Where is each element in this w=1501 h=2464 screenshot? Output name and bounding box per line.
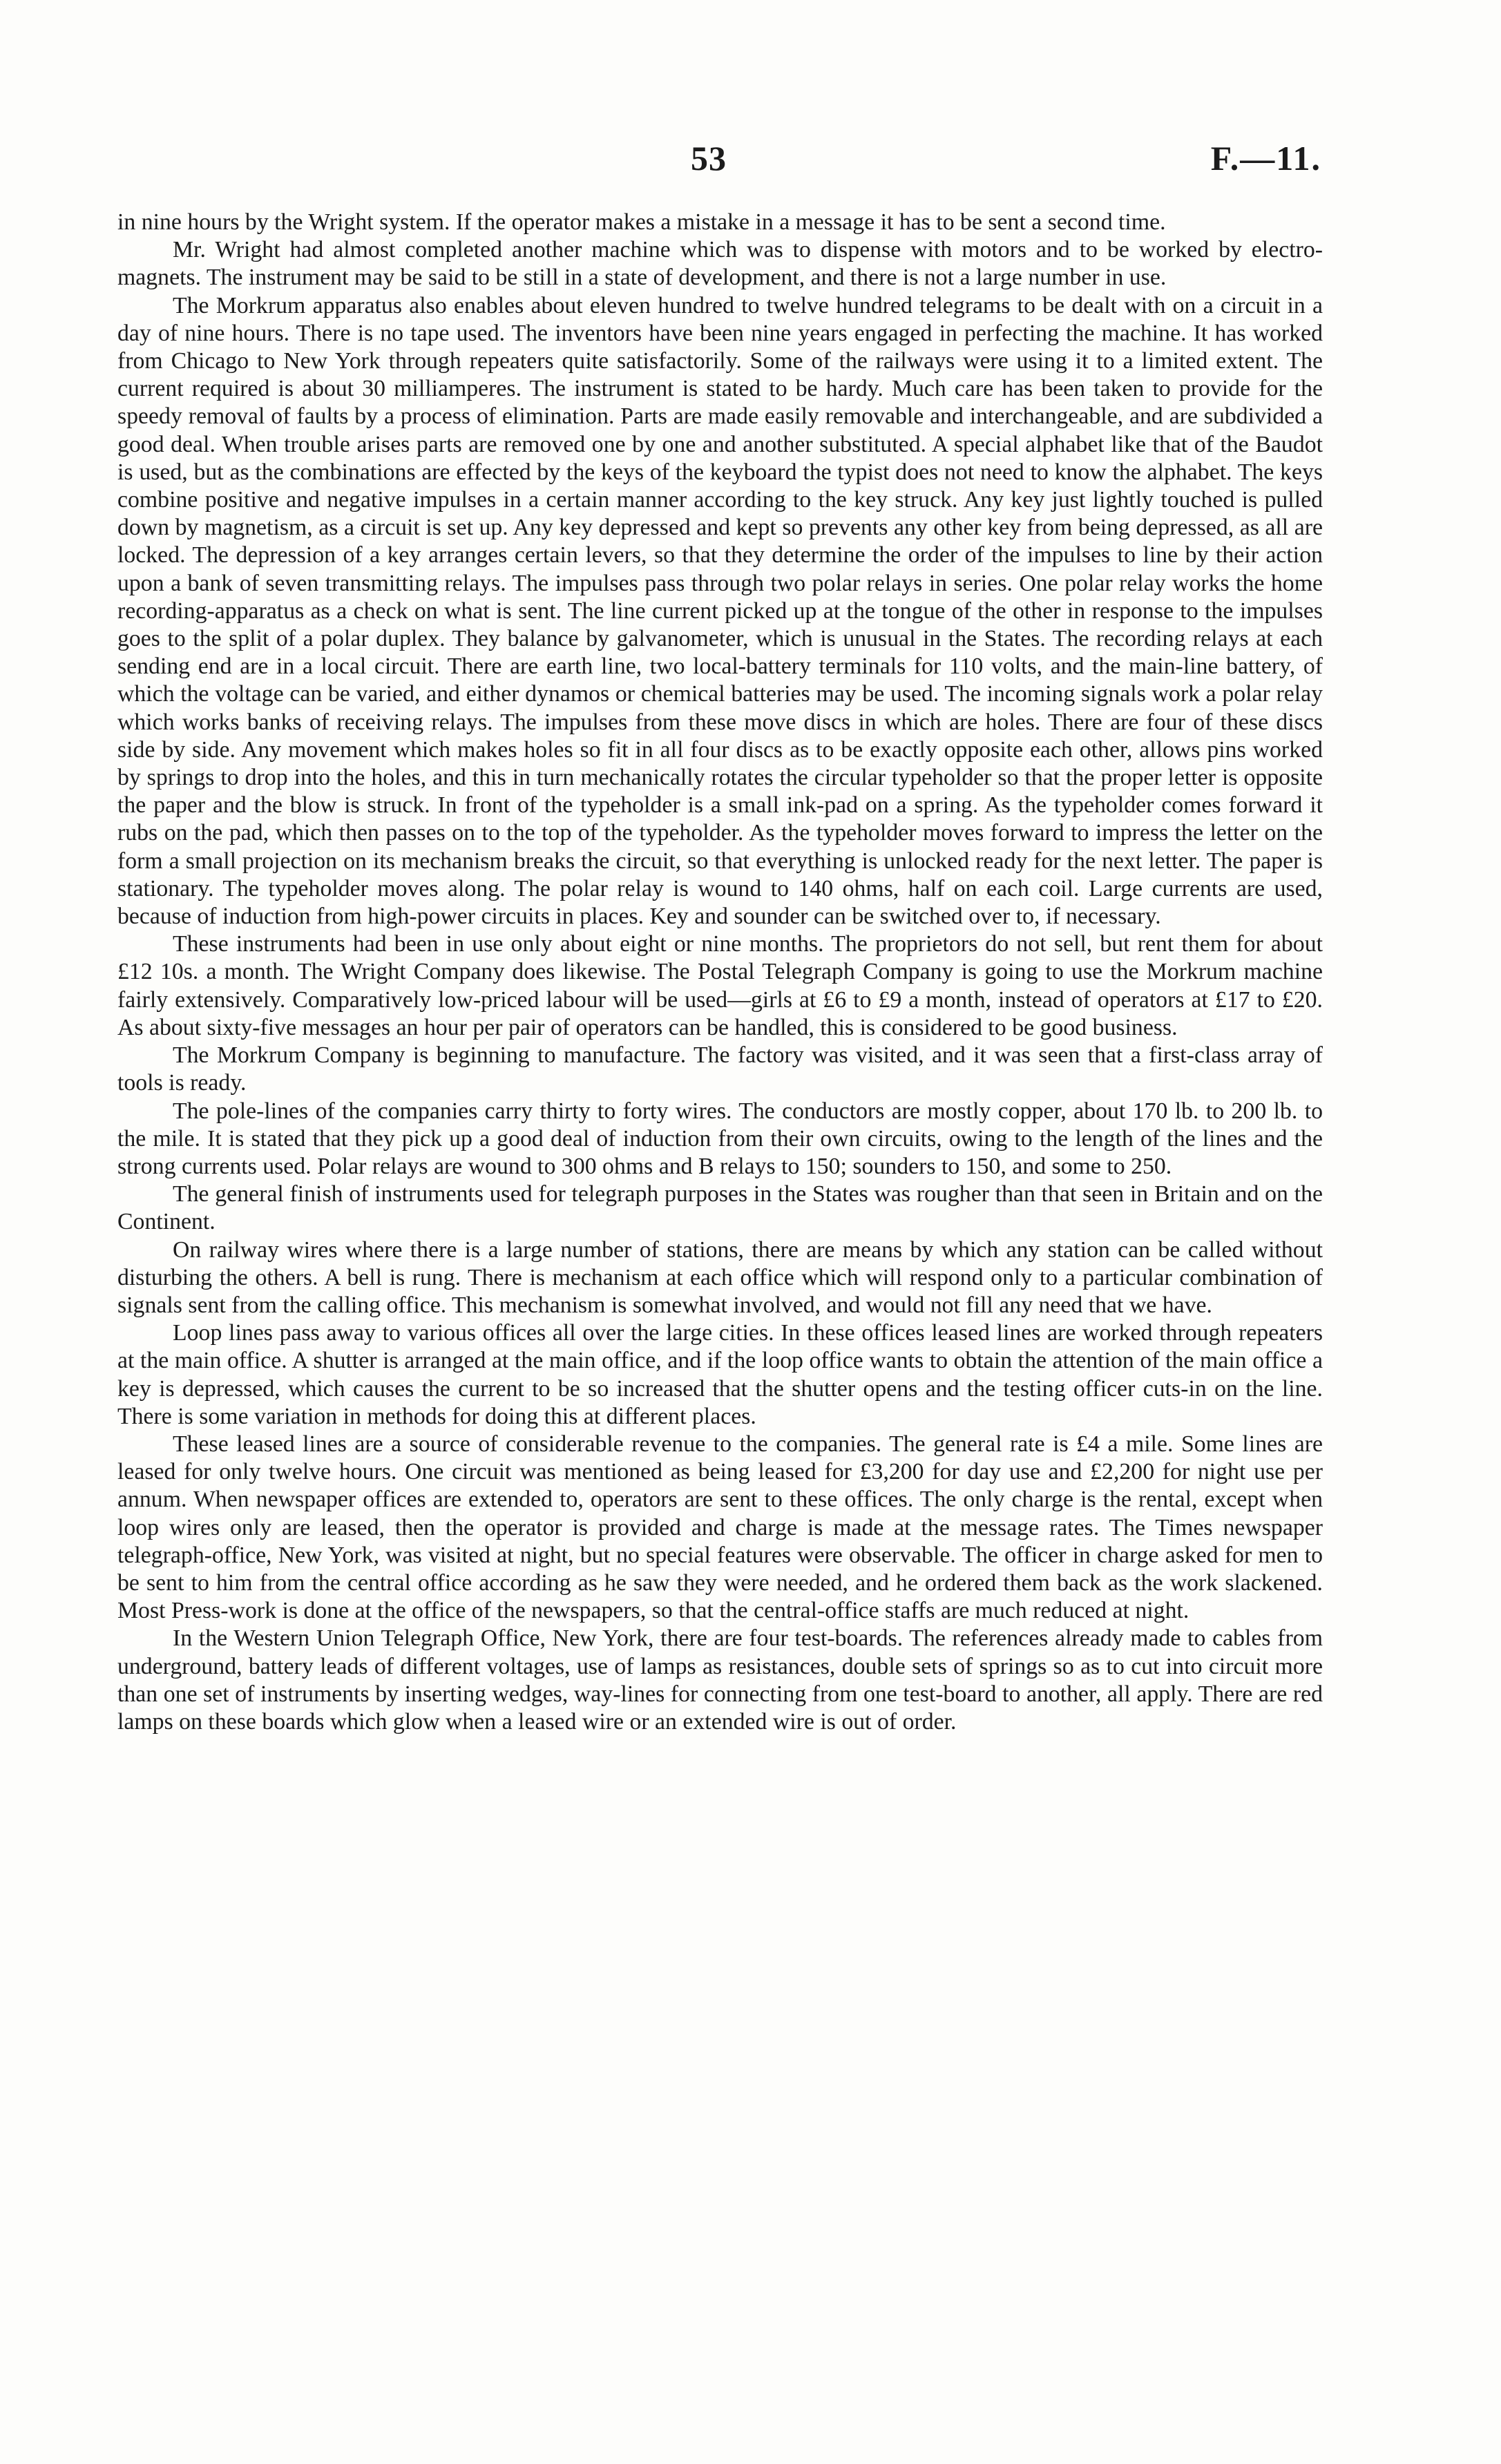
paragraph-leased-lines: These leased lines are a source of considerable revenue to the companies. The general rate is £4 a mile. Some lines are leased for only twelve hours. One circuit was mentioned as being leased for £3,200 for day use and £2,200 for night use per annum. When newspaper offices are extended to, operators are sent to these offices. The only charge is the rental, except when loop wires only are leased, then the operator is provided and charge is made at the message rates. The Times newspaper telegraph-office, New York, was visited at night, but no special features were observable. The officer in charge asked for men to be sent to him from the central office according as he saw they were needed, and he ordered them back as the work slackened. Most Press-work is done at the office of the newspapers, so that the central-office staffs are much reduced at night. [117,1431,1323,1624]
paragraph-loop-lines: Loop lines pass away to various offices all over the large cities. In these offices leased lines are worked through repeaters at the main office. A shutter is arranged at the main office, and if the loop office wants to obtain the attention of the main office a key is depressed, which causes the current to be so increased that the shutter opens and the testing officer cuts-in on the line. There is some variation in methods for doing this at different places. [117,1320,1323,1429]
document-reference: F.—11. [1210,139,1321,178]
paragraph-wright-machine: Mr. Wright had almost completed another machine which was to dispense with motors and to be worked by electro-magnets. The instrument may be said to be still in a state of development, and there is not a large number in use. [117,237,1323,291]
paragraph-railway-wires: On railway wires where there is a large number of stations, there are means by which any station can be called without disturbing the others. A bell is rung. There is mechanism at each office which will respond only to a particular combination of signals sent from the calling office. This mechanism is somewhat involved, and would not fill any need that we have. [117,1236,1323,1318]
paragraph-instrument-rental: These instruments had been in use only about eight or nine months. The proprietors do not sell, but rent them for about £12 10s. a month. The Wright Company does likewise. The Postal Telegraph Company is going to use the Morkrum machine fairly extensively. Comparatively low-priced labour will be used—girls at £6 to £9 a month, instead of operators at £17 to £20. As about sixty-five messages an hour per pair of operators can be handled, this is considered to be good business. [117,931,1323,1040]
paragraph-morkrum-apparatus: The Morkrum apparatus also enables about eleven hundred to twelve hundred telegrams to be dealt with on a circuit in a day of nine hours. There is no tape used. The inventors have been nine years engaged in perfecting the machine. It has worked from Chicago to New York through repeaters quite satisfactorily. Some of the railways were using it to a limited extent. The current required is about 30 milliamperes. The instrument is stated to be hardy. Much care has been taken to provide for the speedy removal of faults by a process of elimination. Parts are made easily removable and interchangeable, and are subdivided a good deal. When trouble arises parts are removed one by one and another substituted. A special alphabet like that of the Baudot is used, but as the combinations are effected by the keys of the keyboard the typist does not need to know the alphabet. The keys combine positive and negative impulses in a certain manner according to the key struck. Any key just lightly touched is pulled down by magnetism, as a circuit is set up. Any key depressed and kept so prevents any other key from being depressed, as all are locked. The depression of a key arranges certain levers, so that they determine the order of the impulses to line by their action upon a bank of seven transmitting relays. The impulses pass through two polar relays in series. One polar relay works the home recording-apparatus as a check on what is sent. The line current picked up at the tongue of the other in response to the impulses goes to the split of a polar duplex. They balance by galvanometer, which is unusual in the States. The recording relays at each sending end are in a local circuit. There are earth line, two local-battery terminals for 110 volts, and the main-line battery, of which the voltage can be varied, and either dynamos or chemical batteries may be used. The incoming signals work a polar relay which works banks of receiving relays. The impulses from these move discs in which are holes. There are four of these discs side by side. Any movement which makes holes so fit in all four discs as to be exactly opposite each other, allows pins worked by springs to drop into the holes, and this in turn mechanically rotates the circular typeholder so that the proper letter is opposite the paper and the blow is struck. In front of the typeholder is a small ink-pad on a spring. As the typeholder comes forward it rubs on the pad, which then passes on to the top of the typeholder. As the typeholder moves forward to impress the letter on the form a small projection on its mechanism breaks the circuit, so that everything is unlocked ready for the next letter. The paper is stationary. The typeholder moves along. The polar relay is wound to 140 ohms, half on each coil. Large currents are used, because of induction from high-power circuits in places. Key and sounder can be switched over to, if necessary. [117,292,1323,930]
paragraph-western-union: In the Western Union Telegraph Office, New York, there are four test-boards. The references already made to cables from underground, battery leads of different voltages, use of lamps as resistances, double sets of springs so as to cut into circuit more than one set of instruments by inserting wedges, way-lines for connecting from one test-board to another, all apply. There are red lamps on these boards which glow when a leased wire or an extended wire is out of order. [117,1625,1323,1735]
paragraph-pole-lines: The pole-lines of the companies carry thirty to forty wires. The conductors are mostly copper, about 170 lb. to 200 lb. to the mile. It is stated that they pick up a good deal of induction from their own circuits, owing to the length of the lines and the strong currents used. Polar relays are wound to 300 ohms and B relays to 150; sounders to 150, and some to 250. [117,1098,1323,1179]
page-header [0,138,1501,187]
paragraph-instrument-finish: The general finish of instruments used for telegraph purposes in the States was rougher than that seen in Britain and on the Continent. [117,1181,1323,1235]
body-text [117,209,1323,1736]
paragraph-morkrum-company: The Morkrum Company is beginning to manufacture. The factory was visited, and it was seen that a first-class array of tools is ready. [117,1042,1323,1096]
page-number: 53 [691,139,727,178]
paragraph-continued: in nine hours by the Wright system. If the operator makes a mistake in a message it has to be sent a second time. [117,209,1166,235]
